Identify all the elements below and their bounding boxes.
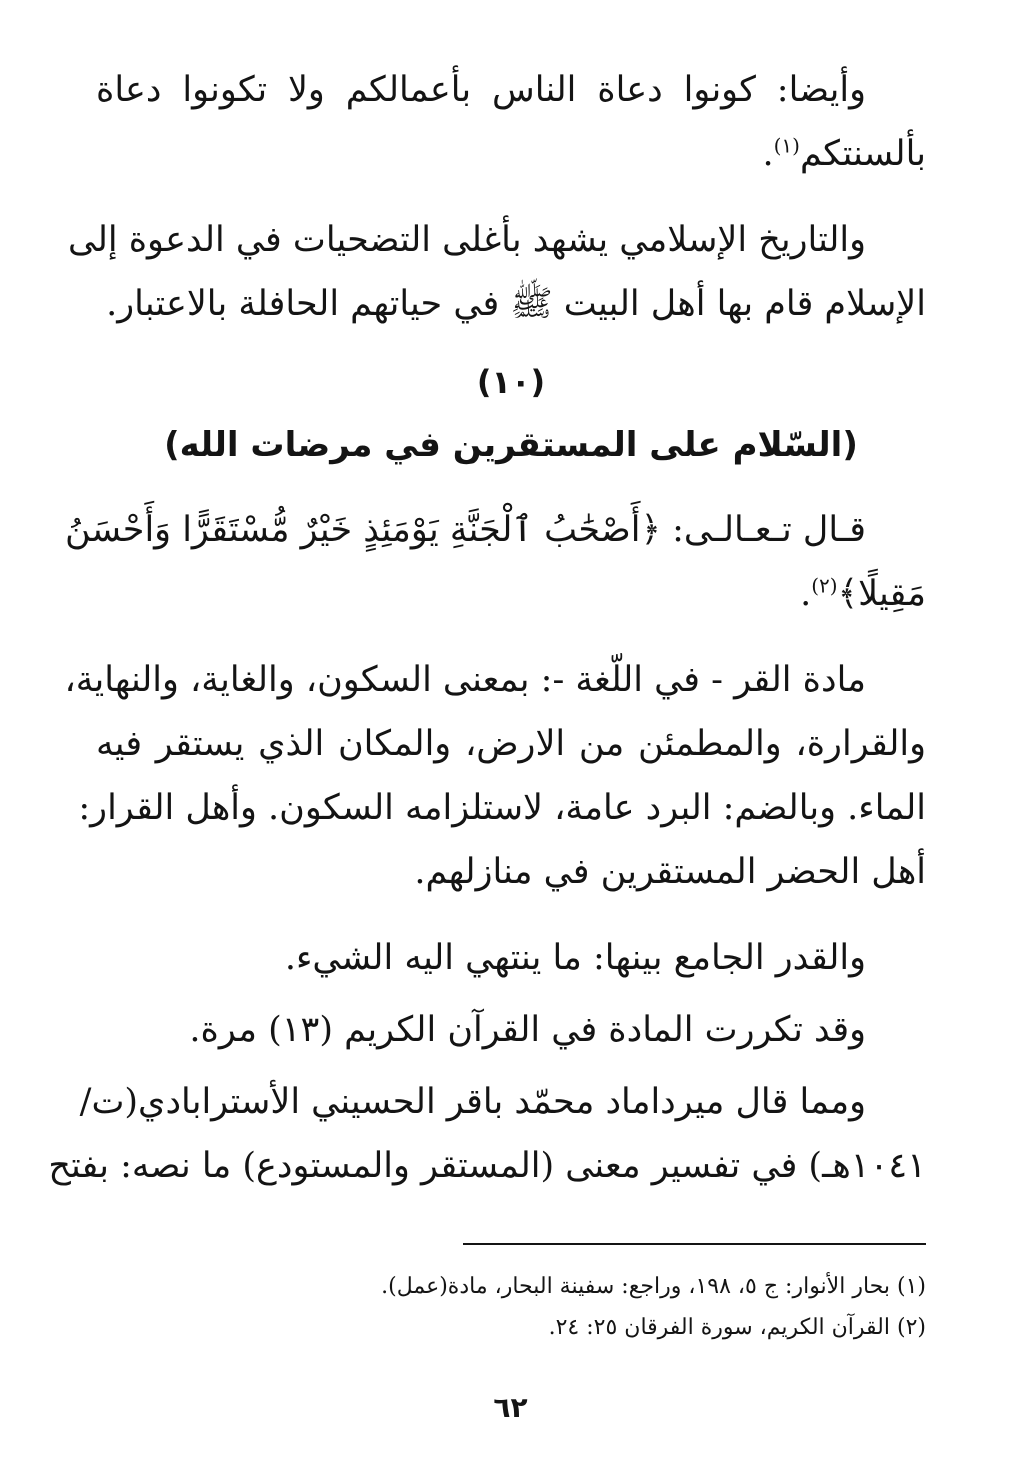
paragraph-line: أهل الحضر المستقرين في منازلهم. xyxy=(414,852,926,892)
paragraph-line: ١٠٤١هـ) في تفسير معنى (المستقر والمستودع) ما نصه: بفتح xyxy=(48,1146,926,1186)
footnote-ref: (٢) xyxy=(811,573,838,598)
page-body xyxy=(48,58,926,1198)
paragraph-line: والتاريخ الإسلامي يشهد بأغلى التضحيات في الدعوة إلى xyxy=(68,220,866,260)
paragraph-line: وقد تكررت المادة في القرآن الكريم (١٣) مرة. xyxy=(189,1010,866,1050)
footnote: (١) بحار الأنوار: ج ٥، ١٩٨، وراجع: سفينة البحار، مادة(عمل). xyxy=(381,1274,926,1299)
paragraph-line: الإسلام قام بها أهل البيت ﷺ في حياتهم الحافلة بالاعتبار. xyxy=(106,284,926,324)
paragraph-text: بألسنتكم xyxy=(799,134,926,174)
quran-verse-line: قـال تـعـالـى: ﴿أَصْحَٰبُ ٱلْجَنَّةِ يَوْمَئِذٍ خَيْرٌ مُّسْتَقَرًّا وَأَحْسَنُ xyxy=(64,510,866,550)
paragraph-line xyxy=(96,122,926,186)
paragraph-line: ومما قال ميرداماد محمّد باقر الحسيني الأسترابادي(ت/ xyxy=(79,1082,866,1122)
paragraph-line: مادة القر - في اللّغة -: بمعنى السكون، والغاية، والنهاية، xyxy=(64,660,866,700)
footnote-ref: (١) xyxy=(773,133,800,158)
paragraph-line: وأيضا: كونوا دعاة الناس بأعمالكم ولا تكونوا دعاة xyxy=(96,70,866,110)
footnote: (٢) القرآن الكريم، سورة الفرقان ٢٥: ٢٤. xyxy=(548,1315,926,1340)
footnotes xyxy=(96,1266,926,1348)
section-title: (السّلام على المستقرين في مرضات الله) xyxy=(164,425,858,465)
quran-verse-text: مَقِيلًا﴾ xyxy=(837,574,926,614)
section-number: (١٠) xyxy=(476,363,546,401)
paragraph-line: الماء. وبالضم: البرد عامة، لاستلزامه السكون. وأهل القرار: xyxy=(78,788,926,828)
quran-verse-line xyxy=(96,562,926,626)
paragraph-line: والقرارة، والمطمئن من الارض، والمكان الذي يستقر فيه xyxy=(96,724,926,764)
page-number: ٦٢ xyxy=(493,1391,528,1424)
punctuation: . xyxy=(762,134,774,174)
punctuation: . xyxy=(800,574,812,614)
footnote-separator xyxy=(463,1243,926,1245)
paragraph-line: والقدر الجامع بينها: ما ينتهي اليه الشيء. xyxy=(284,938,866,978)
